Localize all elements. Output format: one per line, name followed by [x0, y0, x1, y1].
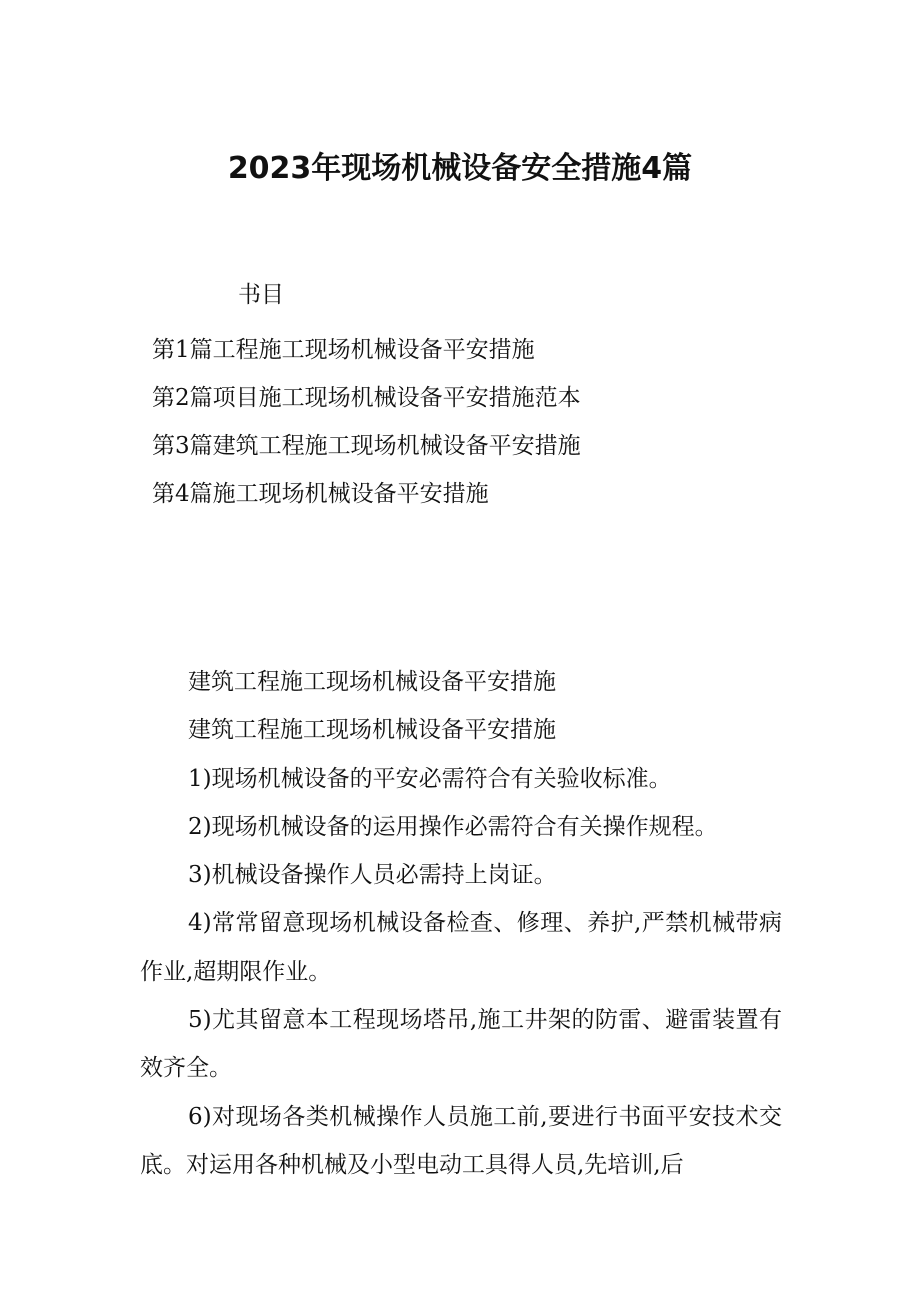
toc-list — [152, 326, 581, 518]
toc-item: 第1篇工程施工现场机械设备平安措施 — [152, 337, 535, 363]
paragraph: 6)对现场各类机械操作人员施工前,要进行书面平安技术交底。对运用各种机械及小型电动工具得人员,先培训,后 — [140, 1103, 782, 1178]
document-title: 2023年现场机械设备安全措施4篇 — [227, 151, 693, 186]
toc-item: 第4篇施工现场机械设备平安措施 — [152, 481, 489, 507]
toc-heading: 书目 — [238, 282, 284, 308]
toc-item: 第3篇建筑工程施工现场机械设备平安措施 — [152, 433, 581, 459]
paragraph: 2)现场机械设备的运用操作必需符合有关操作规程。 — [188, 813, 718, 840]
section-heading: 建筑工程施工现场机械设备平安措施 — [188, 669, 556, 695]
body-text — [140, 658, 782, 1189]
paragraph: 3)机械设备操作人员必需持上岗证。 — [188, 862, 557, 889]
toc-item: 第2篇项目施工现场机械设备平安措施范本 — [152, 385, 581, 411]
section-subheading: 建筑工程施工现场机械设备平安措施 — [188, 717, 556, 744]
paragraph: 4)常常留意现场机械设备检查、修理、养护,严禁机械带病作业,超期限作业。 — [140, 910, 782, 985]
paragraph: 5)尤其留意本工程现场塔吊,施工井架的防雷、避雷装置有效齐全。 — [140, 1007, 782, 1082]
paragraph: 1)现场机械设备的平安必需符合有关验收标准。 — [188, 765, 672, 792]
